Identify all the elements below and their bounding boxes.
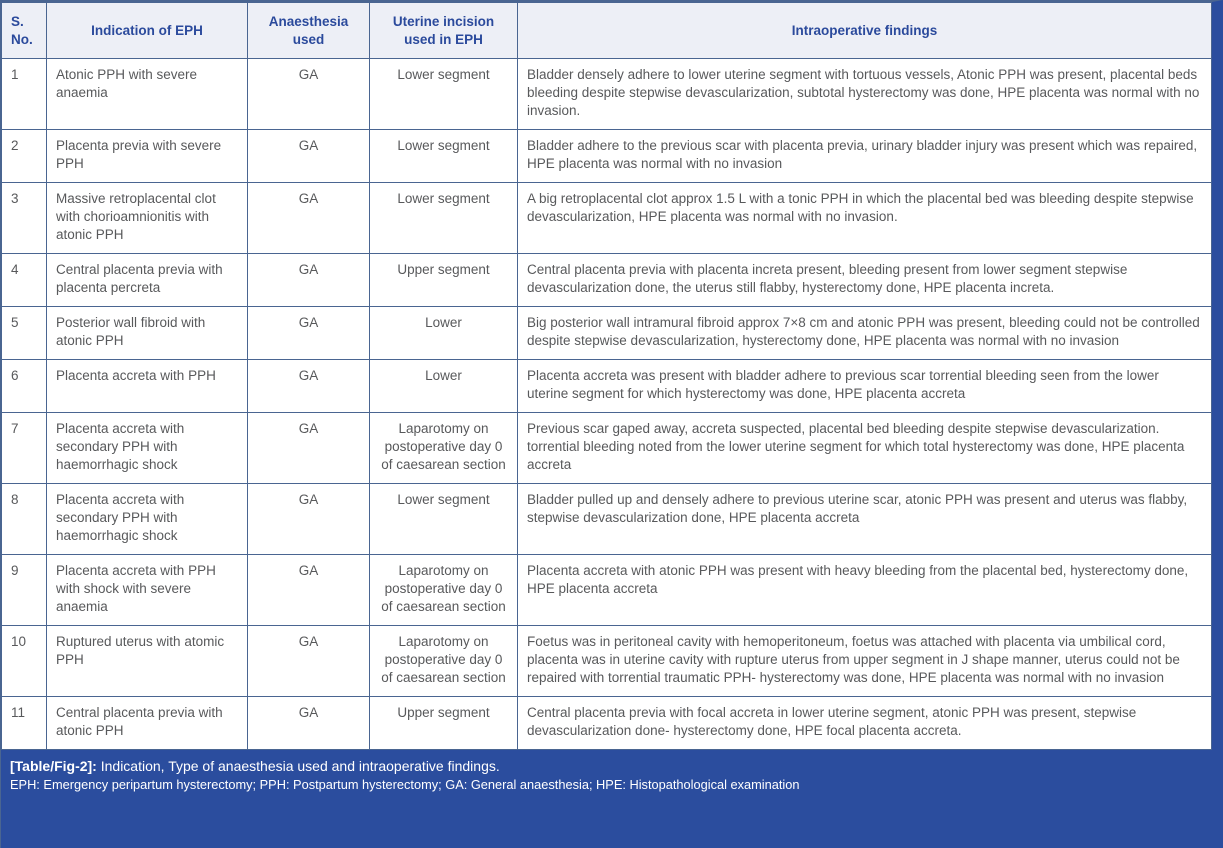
row-number-cell: 7 xyxy=(2,413,47,484)
findings-cell: A big retroplacental clot approx 1.5 L with a tonic PPH in which the placental bed was bleeding despite stepwise devascularization, HPE placenta was normal with no invasion. xyxy=(518,183,1212,254)
incision-cell: Upper segment xyxy=(370,697,518,750)
table-row xyxy=(2,59,1212,130)
header-incision: Uterine incision used in EPH xyxy=(370,3,518,59)
findings-cell: Foetus was in peritoneal cavity with hemoperitoneum, foetus was attached with placenta via umbilical cord, placenta was in uterine cavity with rupture uterus from upper segment in J shape manner, uterus could not be repaired with torrential traumatic PPH- hysterectomy was done, HPE placenta was normal with no invasion xyxy=(518,626,1212,697)
indication-cell: Placenta accreta with secondary PPH with haemorrhagic shock xyxy=(47,413,248,484)
incision-cell: Lower xyxy=(370,307,518,360)
indication-cell: Placenta accreta with secondary PPH with haemorrhagic shock xyxy=(47,484,248,555)
caption-title xyxy=(10,757,1223,775)
findings-cell: Placenta accreta was present with bladder adhere to previous scar torrential bleeding seen from the lower uterine segment for which hysterectomy was done, HPE placenta accreta xyxy=(518,360,1212,413)
table-row xyxy=(2,183,1212,254)
findings-cell: Bladder densely adhere to lower uterine segment with tortuous vessels, Atonic PPH was present, placental beds bleeding despite stepwise devascularization, subtotal hysterectomy was done, HPE placenta was normal with no invasion. xyxy=(518,59,1212,130)
row-number-cell: 10 xyxy=(2,626,47,697)
table-body xyxy=(2,59,1212,750)
incision-cell: Upper segment xyxy=(370,254,518,307)
table-row xyxy=(2,697,1212,750)
incision-cell: Laparotomy on postoperative day 0 of caesarean section xyxy=(370,555,518,626)
table-caption xyxy=(1,750,1223,848)
row-number-cell: 8 xyxy=(2,484,47,555)
incision-cell: Laparotomy on postoperative day 0 of caesarean section xyxy=(370,413,518,484)
anaesthesia-cell: GA xyxy=(248,254,370,307)
findings-cell: Central placenta previa with focal accreta in lower uterine segment, atonic PPH was present, stepwise devascularization done- hysterectomy done, HPE focal placenta accreta. xyxy=(518,697,1212,750)
indication-cell: Ruptured uterus with atomic PPH xyxy=(47,626,248,697)
header-findings: Intraoperative findings xyxy=(518,3,1212,59)
incision-cell: Lower segment xyxy=(370,183,518,254)
anaesthesia-cell: GA xyxy=(248,59,370,130)
anaesthesia-cell: GA xyxy=(248,183,370,254)
table-row xyxy=(2,555,1212,626)
header-sno: S. No. xyxy=(2,3,47,59)
anaesthesia-cell: GA xyxy=(248,360,370,413)
anaesthesia-cell: GA xyxy=(248,697,370,750)
indication-cell: Placenta accreta with PPH with shock with severe anaemia xyxy=(47,555,248,626)
indication-cell: Central placenta previa with atonic PPH xyxy=(47,697,248,750)
row-number-cell: 11 xyxy=(2,697,47,750)
anaesthesia-cell: GA xyxy=(248,413,370,484)
incision-cell: Lower segment xyxy=(370,130,518,183)
row-number-cell: 2 xyxy=(2,130,47,183)
table-row xyxy=(2,484,1212,555)
findings-cell: Central placenta previa with placenta increta present, bleeding present from lower segment stepwise devascularization done, the uterus still flabby, hysterectomy done, HPE placenta increta. xyxy=(518,254,1212,307)
indication-cell: Massive retroplacental clot with chorioamnionitis with atonic PPH xyxy=(47,183,248,254)
anaesthesia-cell: GA xyxy=(248,555,370,626)
incision-cell: Lower segment xyxy=(370,484,518,555)
anaesthesia-cell: GA xyxy=(248,307,370,360)
anaesthesia-cell: GA xyxy=(248,626,370,697)
table-row xyxy=(2,626,1212,697)
row-number-cell: 3 xyxy=(2,183,47,254)
table-row xyxy=(2,360,1212,413)
row-number-cell: 6 xyxy=(2,360,47,413)
header-indication: Indication of EPH xyxy=(47,3,248,59)
findings-cell: Bladder adhere to the previous scar with placenta previa, urinary bladder injury was present which was repaired, HPE placenta was normal with no invasion xyxy=(518,130,1212,183)
findings-cell: Placenta accreta with atonic PPH was present with heavy bleeding from the placental bed, hysterectomy done, HPE placenta accreta xyxy=(518,555,1212,626)
caption-label: [Table/Fig-2]: xyxy=(10,758,97,774)
row-number-cell: 5 xyxy=(2,307,47,360)
table-header xyxy=(2,3,1212,59)
eph-cases-table xyxy=(1,2,1212,750)
indication-cell: Central placenta previa with placenta percreta xyxy=(47,254,248,307)
header-row xyxy=(2,3,1212,59)
header-anaesthesia: Anaesthesia used xyxy=(248,3,370,59)
row-number-cell: 1 xyxy=(2,59,47,130)
table-row xyxy=(2,413,1212,484)
indication-cell: Posterior wall fibroid with atonic PPH xyxy=(47,307,248,360)
anaesthesia-cell: GA xyxy=(248,130,370,183)
findings-cell: Bladder pulled up and densely adhere to previous uterine scar, atonic PPH was present and uterus was flabby, stepwise devascularization done, HPE placenta accreta xyxy=(518,484,1212,555)
indication-cell: Placenta previa with severe PPH xyxy=(47,130,248,183)
indication-cell: Placenta accreta with PPH xyxy=(47,360,248,413)
findings-cell: Big posterior wall intramural fibroid approx 7×8 cm and atonic PPH was present, bleeding could not be controlled despite stepwise devascularization, hysterectomy done, HPE placenta was normal with no invasion xyxy=(518,307,1212,360)
indication-cell: Atonic PPH with severe anaemia xyxy=(47,59,248,130)
row-number-cell: 4 xyxy=(2,254,47,307)
table-row xyxy=(2,130,1212,183)
row-number-cell: 9 xyxy=(2,555,47,626)
incision-cell: Lower segment xyxy=(370,59,518,130)
table-row xyxy=(2,307,1212,360)
findings-cell: Previous scar gaped away, accreta suspected, placental bed bleeding despite stepwise devascularization. torrential bleeding noted from the lower uterine segment for which total hysterectomy was done, HPE placenta accreta xyxy=(518,413,1212,484)
caption-text: Indication, Type of anaesthesia used and intraoperative findings. xyxy=(100,758,500,774)
incision-cell: Lower xyxy=(370,360,518,413)
table-row xyxy=(2,254,1212,307)
anaesthesia-cell: GA xyxy=(248,484,370,555)
caption-abbreviations: EPH: Emergency peripartum hysterectomy; PPH: Postpartum hysterectomy; GA: General anaesthesia; HPE: Histopathological examination xyxy=(10,777,800,792)
incision-cell: Laparotomy on postoperative day 0 of caesarean section xyxy=(370,626,518,697)
